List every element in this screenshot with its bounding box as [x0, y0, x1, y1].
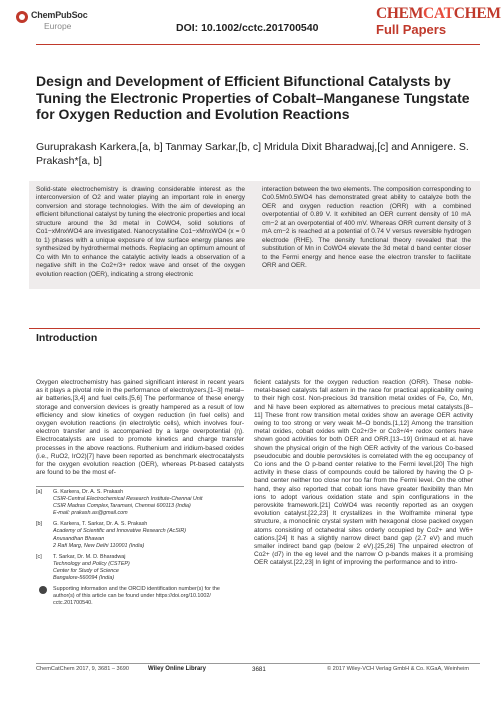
footnote-b — [36, 521, 244, 549]
footnote-line: Technology and Policy (CSTEP) — [53, 560, 130, 567]
section-heading-introduction: Introduction — [36, 332, 98, 344]
publisher-region: Europe — [44, 21, 72, 31]
footer-citation: ChemCatChem 2017, 9, 3681 – 3690 — [36, 666, 129, 672]
affiliation-footnotes — [36, 489, 244, 611]
footnote-key: [b] — [36, 521, 42, 528]
footnote-key: [c] — [36, 553, 42, 560]
intro-right-column: ficient catalysts for the oxygen reduction reaction (ORR). These noble-metal-based catalysts fall astern in the race for practical applicability owing to their high cost. Non-precious 3d transition metal oxides of Fe, Co, Mn, and Ni have been explored as alternatives to precious metal catalysts.[8–11] These front row transition metal oxides show an average OER activity owing to too strong or very weak M–O bonds.[1,12] Among the transition metal oxides, cobalt oxides with Co2+/3+ or Co3+/4+ redox centers have shown good activities for both OER and ORR.[13–19] Grimaud et al. have shown the physical origin of the high OER activity of the various Co-based pseudocubic and double perovskites is correlated with the eg occupancy of Co ions and the O p-band center relative to the Fermi level.[20] The high activity in these class of compounds could be tailored by having the O p-band center neither too close nor too far from the Fermi level. On the other hand, they also reported that cobalt ions have greater flexibility than Mn ions to adopt various oxidation state and spin configurations in the perovskite framework.[21] CoWO4 was recently reported as an oxygen evolution catalyst.[22,23] It crystallizes in the Wolframite mineral type structure, a monoclinic crystal system with hexagonal close packed oxygen atoms consisting of octahedral sites orderly occupied by Co2+ and W6+ cations.[24] It has a slightly narrow direct band gap (2.7 eV) and much smaller indirect band gap (below 2 eV).[25,26] The unpaired electron of Co2+ (d7) in the eg level and the narrow O p-bands makes it a promising OER catalyst.[22,23] In light of improving the performance and to intro- — [254, 379, 473, 567]
footnote-line: Anusandhan Bhawan — [53, 535, 105, 542]
footnote-line: Academy of Scientific and Innovative Research (AcSIR) — [53, 528, 187, 535]
footer-divider — [36, 663, 480, 664]
author-list: Guruprakash Karkera,[a, b] Tanmay Sarkar,[b, c] Mridula Dixit Bharadwaj,[c] and Annigere. S. Prakash*[a, b] — [36, 141, 469, 167]
journal-name — [376, 5, 501, 22]
footnote-line: T. Sarkar, Dr. M. D. Bharadwaj — [53, 553, 126, 560]
footnote-divider — [36, 486, 244, 487]
intro-left-column: Oxygen electrochemistry has gained significant interest in recent years as it plays a pivotal role in the performance of electrolyzers,[1–3] metal–air batteries,[3,4] and fuel cells.[5,6] The performance of these energy storage and conversion devices is greatly hampered as a result of low efficiency and slow kinetics of oxygen reduction (in fuel cells) and oxygen evolution reactions (in electrolytic cells), which involves four-electron transfer and is accompanied by a large overpotential (η). Electrocatalysts are used to promote kinetics and charge transfer processes in the above reactions. Ruthenium and iridium-based oxides (i.e., RuO2, IrO2)[7] have been reported as benchmark electrocatalysts for the oxygen evolution reaction (OER), whereas Pt-based catalysts are found to be the most ef- — [36, 379, 244, 477]
supporting-info-note — [36, 586, 244, 607]
article-title: Design and Development of Efficient Bifunctional Catalysts by Tuning the Electronic Properties of Cobalt–Manganese Tungstate for Oxygen Reduction and Evolution Reactions — [36, 73, 470, 122]
footer-copyright: © 2017 Wiley-VCH Verlag GmbH & Co. KGaA, Weinheim — [327, 666, 470, 672]
supporting-info-link[interactable]: author(s) of this article can be found under https://doi.org/10.1002/ — [53, 593, 211, 600]
doi-label[interactable]: DOI: 10.1002/cctc.201700540 — [176, 22, 319, 34]
article-type: Full Papers — [376, 22, 447, 37]
footnote-line: 2 Rafi Marg, New Delhi 110001 (India) — [53, 542, 145, 549]
supporting-info-line: Supporting information and the ORCID identification number(s) for the — [53, 586, 220, 593]
footnote-email[interactable]: E-mail: prakash.as@gmail.com — [53, 510, 128, 517]
footnote-line: Bangalore-560094 (India) — [53, 575, 115, 582]
chempubsoc-logo-icon — [16, 11, 28, 23]
abstract-box — [29, 181, 480, 289]
journal-name-part1: CHEM — [376, 5, 424, 22]
footer-publisher-link[interactable]: Wiley Online Library — [148, 666, 206, 672]
footnote-key: [a] — [36, 489, 42, 495]
chempubsoc-logo — [16, 10, 116, 38]
footnote-line: G. Karkera, Dr. A. S. Prakash — [53, 489, 124, 495]
footnote-c — [36, 554, 244, 582]
supporting-info-line: cctc.201700540. — [53, 600, 93, 607]
journal-name-part3: CHEM — [453, 5, 501, 22]
abstract-left-column: Solid-state electrochemistry is drawing considerable interest as the interconversion of O2 and water playing an important role in energy conversion and storage technologies. With the aim of developing an efficient bifunctional catalyst by tuning the electronic properties and local structure around the 3d metal in CoWO4, solid solutions of Co1−xMnxWO4 are investigated. Nanocrystalline Co1−xMnxWO4 (x = 0 to 1) phases with a unique exposure of low surface energy planes are synthesized by hydrothermal methods. Replacing an optimum amount of Co with Mn to enhance the catalytic activity leads a observation of a negative shift in the Co2+/3+ redox wave and onset of the oxygen evolution reaction (OER), indicating a strong electronic — [36, 186, 245, 278]
section-divider — [29, 328, 480, 329]
page-header — [0, 0, 501, 42]
journal-name-part2: CAT — [423, 5, 454, 22]
footnote-line: G. Karkera, T. Sarkar, Dr. A. S. Prakash — [53, 521, 148, 528]
header-divider — [36, 44, 480, 45]
footnote-line: Center for Study of Science — [53, 567, 119, 574]
footnote-line: CSIR Madras Complex,Taramani, Chennai 600113 (India) — [53, 503, 191, 510]
orcid-icon — [39, 586, 47, 594]
journal-logo — [376, 5, 501, 38]
publisher-name: ChemPubSoc — [31, 10, 88, 20]
footnote-line: CSIR-Central Electrochemical Research Institute-Chennai Unit — [53, 496, 203, 503]
abstract-right-column: interaction between the two elements. The composition corresponding to Co0.5Mn0.5WO4 has demonstrated great ability to catalyze both the OER and oxygen reduction reaction (ORR) with a combined overpotential of 0.89 V. It exhibited an OER current density of 10 mA cm−2 at an overpotential of 400 mV. Whereas ORR current density of 3 mA cm−2 is reached at a potential of 0.74 V versus reversible hydrogen electrode (RHE). The density functional theory revealed that the substitution of Mn in CoWO4 elevate the 3d metal d band center closer to the Fermi energy and hence ease the electron transfer to facilitate ORR and OER. — [262, 186, 471, 270]
page-number: 3681 — [252, 666, 266, 673]
footnote-a — [36, 489, 244, 517]
